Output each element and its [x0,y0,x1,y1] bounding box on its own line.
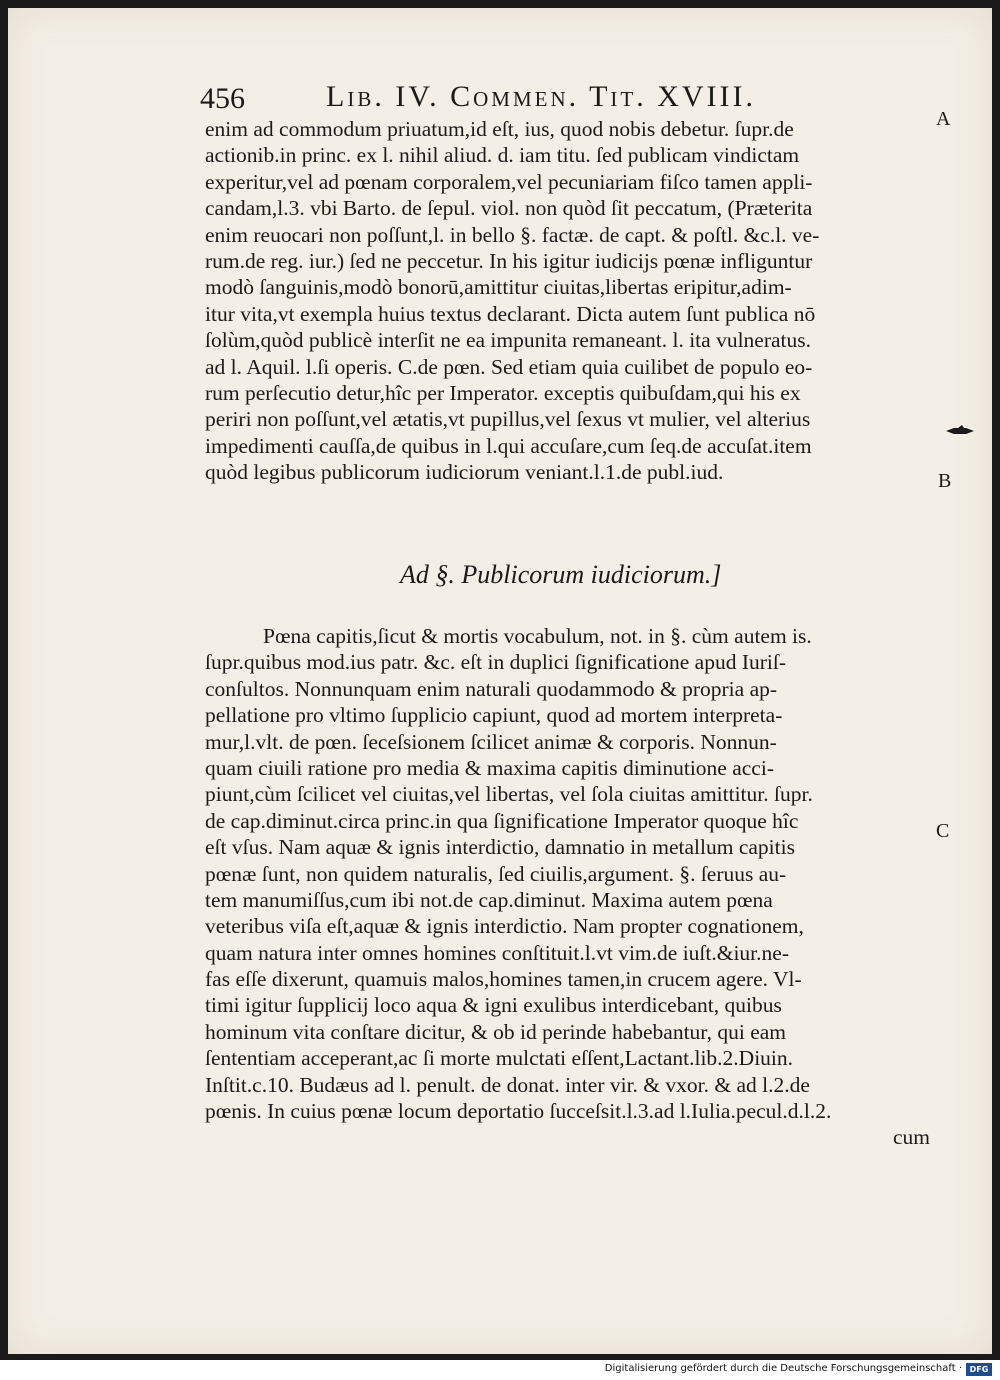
margin-note-b: B [938,470,952,492]
text-line: tem manumiſſus,cum ibi not.de cap.diminut. Maxima autem pœna [205,887,773,912]
text-line: periri non poſſunt,vel ætatis,vt pupillus,vel ſexus vt mulier, vel alterius [205,407,811,432]
text-line: modò ſanguinis,modò bonorū,amittitur ciuitas,libertas eripitur,adim- [205,275,792,300]
text-line: impedimenti cauſſa,de quibus in l.qui accuſare,cum ſeq.de accuſat.item [205,433,812,458]
text-line: enim ad commodum priuatum,id eſt, ius, quod nobis debetur. ſupr.de [205,117,794,141]
text-line: timi igitur ſupplicij loco aqua & igni exulibus interdicebant, quibus [205,993,782,1018]
text-line: Inſtit.c.10. Budæus ad l. penult. de donat. inter vir. & vxor. & ad l.2.de [205,1072,810,1097]
text-line: veteribus viſa eſt,aquæ & ignis interdictio. Nam propter cognationem, [205,914,804,939]
text-line: eſt vſus. Nam aquæ & ignis interdictio, damnatio in metallum capitis [205,835,795,860]
text-line: ſupr.quibus mod.ius patr. &c. eſt in duplici ſignificatione apud Iuriſ- [205,650,787,675]
text-line: pellatione pro vltimo ſupplicio capiunt, quod ad mortem interpreta- [205,703,783,728]
text-line: rum.de reg. iur.) ſed ne peccetur. In his igitur iudicijs pœnæ infliguntur [205,248,813,273]
text-line: rum perſecutio detur,hîc per Imperator. exceptis quibuſdam,qui his ex [205,380,801,405]
text-line: quam natura inter omnes homines conſtituit.l.vt vim.de iuſt.&iur.ne- [205,940,789,965]
funding-note: Digitalisierung gefördert durch die Deutsche Forschungsgemeinschaft · [604,1363,962,1374]
pointing-hand-icon [944,424,976,438]
page-number: 456 [200,82,245,115]
section-text [205,623,930,1151]
text-line: pœnis. In cuius pœnæ locum deportatio ſucceſsit.l.3.ad l.Iulia.pecul.d.l.2. [205,1099,832,1124]
text-line: de cap.diminut.circa princ.in qua ſignificatione Imperator quoque hîc [205,808,799,833]
text-line: pœnæ ſunt, non quidem naturalis, ſed ciuilis,argument. §. ſeruus au- [205,861,787,886]
dfg-logo: DFG [966,1363,992,1376]
text-line: quòd legibus publicorum iudiciorum veniant.l.1.de publ.iud. [205,460,724,485]
text-line: ſolùm,quòd publicè interſit ne ea impunita remaneant. l. ita vulneratus. [205,328,812,353]
text-line: experitur,vel ad pœnam corporalem,vel pecuniariam fiſco tamen appli- [205,169,813,194]
margin-note-a: A [936,108,951,130]
text-line: itur vita,vt exempla huius textus declarant. Dicta autem ſunt publica nō [205,301,816,326]
body-text [205,116,930,485]
text-line: conſultos. Nonnunquam enim naturali quodammodo & propria ap- [205,676,778,701]
text-line: piunt,cùm ſcilicet vel ciuitas,vel libertas, vel ſola ciuitas amittitur. ſupr. [205,782,813,807]
text-line: mur,l.vlt. de pœn. ſeceſsionem ſcilicet animæ & corporis. Nonnun- [205,729,777,754]
text-line: enim reuocari non poſſunt,l. in bello §. factæ. de capt. & poſtl. &c.l. ve- [205,222,820,247]
running-head: Lib. IV. Commen. Tit. XVIII. [326,80,757,113]
text-line: hominum vita conſtare dicitur, & ob id perinde habebantur, qui eam [205,1019,787,1044]
footer-bar [0,1360,1000,1380]
margin-note-c: C [936,820,950,842]
text-line: fas eſſe dixerunt, quamuis malos,homines tamen,in crucem agere. Vl- [205,967,802,992]
text-line: ad l. Aquil. l.ſi operis. C.de pœn. Sed etiam quia cuilibet de populo eo- [205,354,813,379]
catchword: cum [892,1125,930,1150]
text-line: quam ciuili ratione pro media & maxima capitis diminutione acci- [205,755,774,780]
page-header [200,80,820,120]
text-line: ſententiam acceperant,ac ſi morte mulctati eſſent,Lactant.lib.2.Diuin. [205,1046,794,1071]
text-line: Pœna capitis,ſicut & mortis vocabulum, not. in §. cùm autem is. [263,624,812,648]
text-line: actionib.in princ. ex l. nihil aliud. d. iam titu. ſed publicam vindictam [205,143,800,168]
section-heading: Ad §. Publicorum iudiciorum.] [400,560,722,589]
text-line: candam,l.3. vbi Barto. de ſepul. viol. non quòd ſit peccatum, (Præterita [205,196,813,221]
